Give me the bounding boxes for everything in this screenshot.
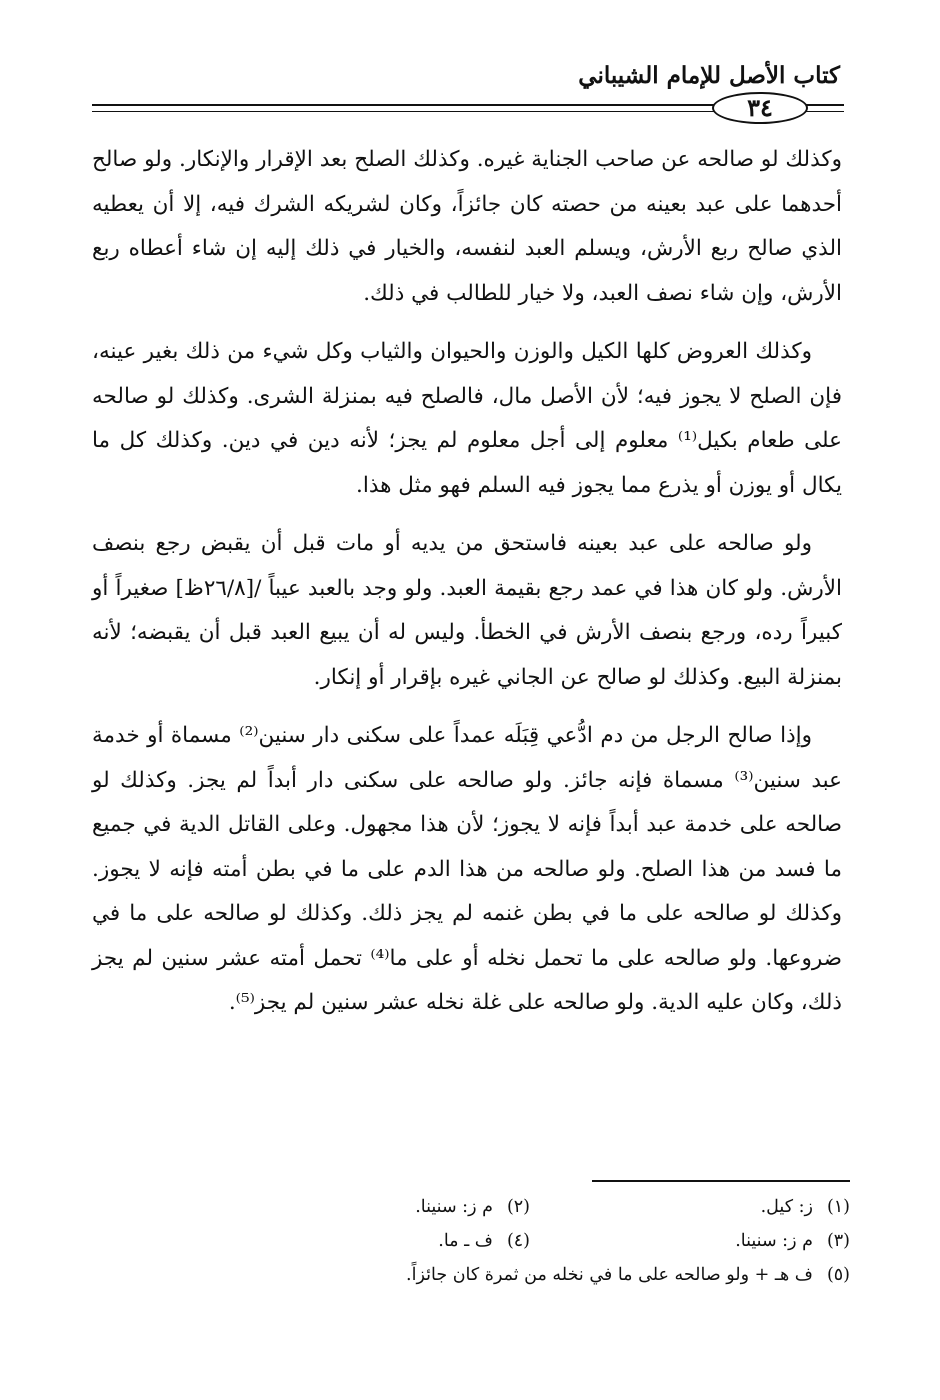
footnotes	[92, 1190, 850, 1292]
footnote-number: (١)	[826, 1197, 850, 1217]
footnote-text: ز: كيل.	[760, 1197, 813, 1217]
footnote-row	[92, 1224, 850, 1258]
footnote-row	[92, 1258, 850, 1292]
footnote-number: (٣)	[826, 1231, 850, 1251]
footnote-text: ف هـ + ولو صالحه على ما في نخله من ثمرة كان جائزاً.	[406, 1265, 813, 1285]
paragraph-1: وكذلك لو صالحه عن صاحب الجناية غيره. وكذلك الصلح بعد الإقرار والإنكار. ولو صالح أحدهما على عبد بعينه من حصته كان جائزاً، وكان لشريكه الشرك فيه، إلا أن يعطيه الذي صالح ربع الأرش، ويسلم العبد لنفسه، والخيار في ذلك إليه إن شاء أعطاه ربع الأرش، وإن شاء نصف العبد، ولا خيار للطالب في ذلك.	[92, 147, 842, 306]
main-text	[92, 138, 842, 1040]
footnote-text: م ز: سنينا.	[415, 1197, 493, 1217]
footnote-2	[210, 1190, 530, 1224]
footnote-1	[530, 1190, 850, 1224]
footnote-number: (٢)	[506, 1197, 530, 1217]
footnote-row	[92, 1190, 850, 1224]
footnote-text: ف ـ ما.	[438, 1231, 493, 1251]
running-title: كتاب الأصل للإمام الشيباني	[578, 62, 840, 89]
footnote-3	[530, 1224, 850, 1258]
paragraph-3: ولو صالحه على عبد بعينه فاستحق من يديه أو مات قبل أن يقبض رجع بنصف الأرش. ولو كان هذا في عمد رجع بقيمة العبد. ولو وجد بالعبد عيباً /[٢٦/٨ظ] صغيراً أو كبيراً رده، ورجع بنصف الأرش في الخطأ. وليس له أن يبيع العبد قبل أن يقبضه؛ لأنه بمنزلة البيع. وكذلك لو صالح عن الجاني غيره بإقرار أو إنكار.	[92, 531, 842, 690]
footnote-number: (٥)	[826, 1265, 850, 1285]
footnote-text: م ز: سنينا.	[735, 1231, 813, 1251]
paragraph-4: وإذا صالح الرجل من دم ادُّعي قِبَلَه عمداً على سكنى دار سنين⁽²⁾ مسماة أو خدمة عبد سنين⁽³⁾ مسماة فإنه جائز. ولو صالحه على سكنى دار أبداً لم يجز. وكذلك لو صالحه على خدمة عبد أبداً فإنه لا يجوز؛ لأن هذا مجهول. وعلى القاتل الدية في جميع ما فسد من هذا الصلح. ولو صالحه من هذا الدم على ما في بطن أمته فإنه لا يجوز. وكذلك لو صالحه على ما في بطن غنمه لم يجز ذلك. وكذلك لو صالحه على ما في ضروعها. ولو صالحه على ما تحمل نخله أو على ما⁽⁴⁾ تحمل أمته عشر سنين لم يجز ذلك، وكان عليه الدية. ولو صالحه على غلة نخله عشر سنين لم يجز⁽⁵⁾.	[92, 723, 842, 1015]
footnote-rule	[592, 1180, 850, 1182]
page-number: ٣٤	[712, 92, 808, 124]
footnote-4	[210, 1224, 530, 1258]
footnote-number: (٤)	[506, 1231, 530, 1251]
footnote-5	[406, 1258, 850, 1292]
paragraph-2: وكذلك العروض كلها الكيل والوزن والحيوان والثياب وكل شيء من ذلك بغير عينه، فإن الصلح لا يجوز فيه؛ لأن الأصل مال، فالصلح فيه بمنزلة الشرى. وكذلك لو صالحه على طعام بكيل⁽¹⁾ معلوم إلى أجل معلوم لم يجز؛ لأنه دين في دين. وكذلك كل ما يكال أو يوزن أو يذرع مما يجوز فيه السلم فهو مثل هذا.	[92, 339, 843, 498]
